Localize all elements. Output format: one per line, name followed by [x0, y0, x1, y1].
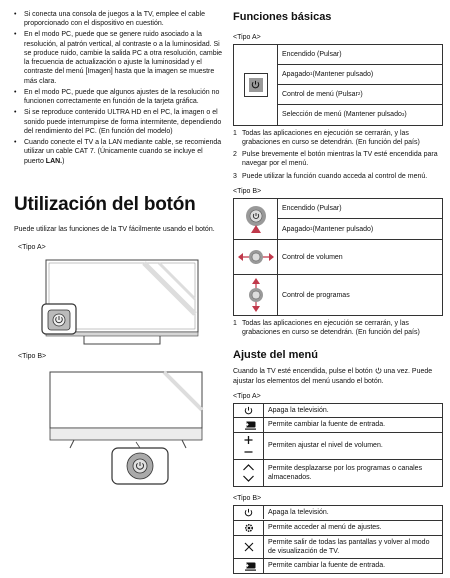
list-item: • En el modo PC, puede que se genere ruido asociado a la resolución, al patrón vertical, al contraste o a la luminosidad. Si se produce ruido, cambie la salida PC a otra resolución, cambie la frecuencia de actualización o ajuste la luminosidad y el contraste del menú [Imagen] hasta que la imagen se muestre más clara. — [14, 30, 224, 85]
basic-functions-table-a — [233, 44, 443, 126]
notes-b — [233, 319, 443, 337]
function-row: Apagado 1 (Mantener pulsado) — [278, 65, 442, 85]
funciones-basicas-title: Funciones básicas — [233, 11, 332, 23]
settings-icon — [234, 521, 264, 535]
note-item: 3 Puede utilizar la función cuando acceda al control de menú. — [233, 172, 428, 180]
menu-table-b — [233, 505, 443, 574]
note-item: 1 Todas las aplicaciones en ejecución se cerrarán, y las grabaciones en curso se detendrán. (En función del país) — [233, 320, 420, 337]
power-icon — [375, 367, 382, 377]
tipo-b-label: <Tipo B> — [18, 353, 47, 361]
table-row — [234, 275, 442, 315]
tipo-a-label: <Tipo A> — [233, 392, 261, 400]
notes-list — [14, 10, 224, 166]
channel-icon — [234, 460, 264, 486]
function-row: Control de menú (Pulsar 2 ) — [278, 85, 442, 105]
table-row: Permite salir de todas las pantallas y volver al modo de visualización de TV. — [233, 536, 443, 559]
tipo-b-label: <Tipo B> — [233, 187, 262, 195]
input-icon — [234, 418, 264, 432]
table-row: Permiten ajustar el nivel de volumen. — [233, 433, 443, 460]
tv-illustration-type-b — [14, 366, 224, 486]
ajuste-menu-title: Ajuste del menú — [233, 348, 318, 361]
table-row: Permite cambiar la fuente de entrada. — [233, 418, 443, 433]
power-icon — [234, 506, 264, 519]
tipo-a-label: <Tipo A> — [233, 33, 261, 41]
table-row: Apaga la televisión. — [233, 506, 443, 520]
function-row: Control de volumen — [282, 253, 343, 261]
list-item: • En el modo PC, puede que algunos ajustes de la resolución no funcionen correctamente en función de la tarjeta gráfica. — [14, 88, 224, 106]
button-icon-cell — [234, 45, 278, 125]
list-item: • Cuando conecte el TV a la LAN mediante cable, se recomienda utilizar un cable CAT 7. (Únicamente cuando se incluye el puerto LAN.) — [14, 138, 224, 166]
power-button-icon — [244, 73, 268, 97]
menu-table-a — [233, 403, 443, 487]
table-row: Permite desplazarse por los programas o canales almacenados. — [233, 460, 443, 487]
table-row: Permite cambiar la fuente de entrada. — [233, 559, 443, 574]
channel-move-icon — [234, 275, 278, 315]
ajuste-intro: Cuando la TV esté encendida, pulse el botón una vez. Puede ajustar los elementos del menú usando el botón. — [233, 368, 433, 386]
left-column — [14, 10, 224, 486]
notes-a — [233, 129, 443, 181]
note-item: 2 Pulse brevemente el botón mientras la TV esté encendida para navegar por el menú. — [233, 151, 438, 168]
table-row: Apaga la televisión. — [233, 404, 443, 418]
input-icon — [234, 559, 264, 573]
table-row — [234, 199, 442, 240]
close-icon — [234, 536, 264, 558]
function-row: Encendido (Pulsar) — [278, 45, 442, 65]
basic-functions-table-b — [233, 198, 443, 316]
tv-illustration-type-a — [14, 254, 224, 346]
section-intro: Puede utilizar las funciones de la TV fácilmente usando el botón. — [14, 225, 215, 233]
function-row: Encendido (Pulsar) — [278, 199, 442, 219]
tipo-a-label: <Tipo A> — [18, 244, 46, 252]
power-icon — [234, 404, 264, 417]
list-item: • Si conecta una consola de juegos a la TV, emplee el cable proporcionado con el dispositivo en cuestión. — [14, 10, 224, 28]
function-row: Control de programas — [282, 291, 350, 299]
note-item: 1 Todas las aplicaciones en ejecución se cerrarán, y las grabaciones en curso se detendrán. (En función del país) — [233, 129, 420, 146]
table-row — [234, 240, 442, 275]
volume-move-icon — [234, 240, 278, 274]
function-row: Apagado 1 (Mantener pulsado) — [282, 225, 374, 233]
list-item: • Si se reproduce contenido ULTRA HD en el PC, la imagen o el sonido puede interrumpirse de forma intermitente, dependiendo del rendimiento del PC. (En función del modelo) — [14, 108, 224, 136]
volume-icon — [234, 433, 264, 459]
function-row: Selección de menú (Mantener pulsado 3 ) — [282, 111, 407, 119]
power-press-icon — [234, 199, 278, 239]
table-row: Permite acceder al menú de ajustes. — [233, 521, 443, 536]
section-title: Utilización del botón — [14, 193, 196, 215]
right-column — [233, 10, 443, 574]
tipo-b-label: <Tipo B> — [233, 495, 262, 503]
